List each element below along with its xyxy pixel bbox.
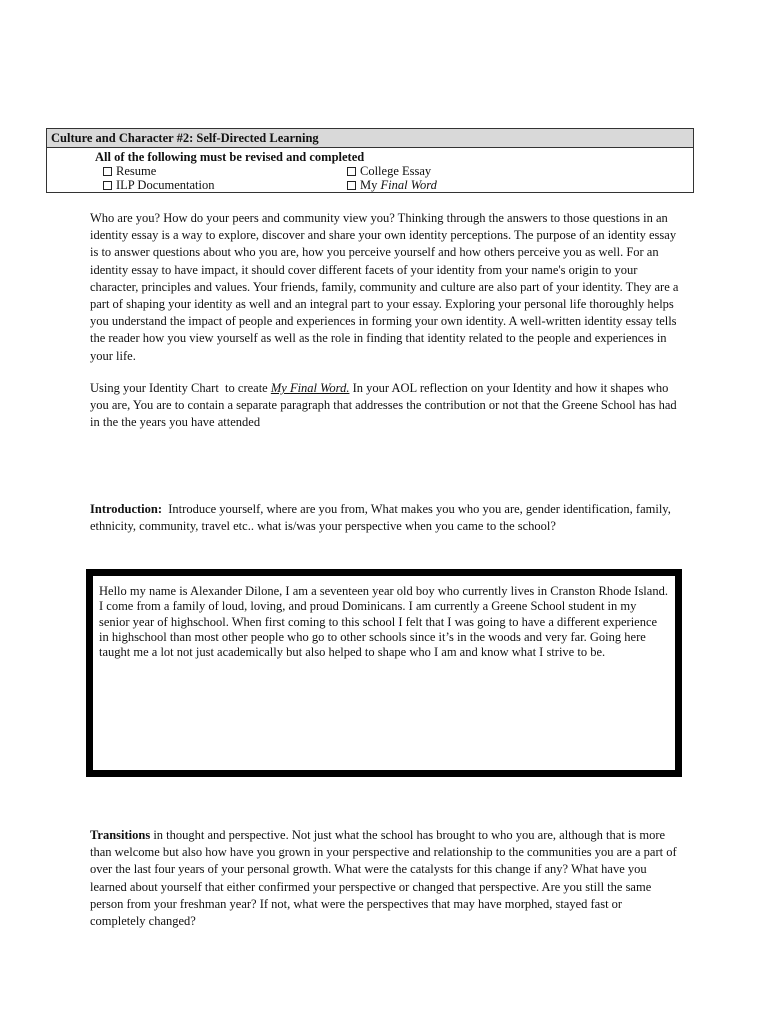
transitions-prompt: Transitions in thought and perspective. Not just what the school has brought to who you are, although that is more than welcome but also how have you grown in your perspective and relationship to the communities you are a part of over the last four years of your personal growth. What were the catalysts for this change if any? What have you learned about yourself that either confirmed your perspective or changed that perspective. Are you still the same person from your freshman year? If not, what were the perspectives that may have morphed, stayed fast or completely changed? — [90, 828, 677, 929]
intro-paragraph: Who are you? How do your peers and community view you? Thinking through the answers to those questions in an identity essay is a way to explore, discover and share your own identity perceptions. The purpose of an identity essay is to answer questions about who you are, how you perceive yourself and how others perceive you as well. For an identity essay to have impact, it should cover different facets of your identity from your name's origin to your character, principles and values. Your friends, family, community and culture are also part of your identity. They are a part of shaping your identity as well and an integral part to your essay. Exploring your personal life thoroughly helps you understand the impact of people and experiences in forming your own identity. A well-written identity essay tells the reader how you view yourself as well as the role in finding that identity related to the people and experiences in your life. — [90, 211, 679, 363]
response-text: Hello my name is Alexander Dilone, I am a seventeen year old boy who currently lives in Cranston Rhode Island. I come from a family of loud, loving, and proud Dominicans. I am currently a Greene School student in my senior year of highschool. When first coming to this school I felt that I was going to have a different experience in highschool than most other people who go to other schools since it’s in the woods and very far. Going here taught me a lot not just academically but also helped to shape who I am and know what I strive to be. — [99, 584, 668, 660]
checklist-item-college-essay[interactable] — [347, 164, 547, 178]
transitions-label: Transitions — [90, 828, 151, 842]
checklist — [47, 164, 693, 192]
checkbox-icon[interactable] — [347, 181, 356, 190]
checklist-heading: All of the following must be revised and completed — [95, 150, 365, 164]
introduction-label: Introduction: — [90, 502, 163, 516]
checkbox-icon[interactable] — [103, 167, 112, 176]
checkbox-icon[interactable] — [103, 181, 112, 190]
checklist-label: My Final Word — [360, 178, 437, 192]
checklist-item-resume[interactable] — [103, 164, 347, 178]
checklist-label: College Essay — [360, 164, 432, 178]
checklist-item-final-word[interactable] — [347, 178, 547, 192]
checklist-item-ilp-documentation[interactable] — [103, 178, 347, 192]
response-text-box[interactable] — [86, 569, 682, 777]
introduction-prompt: Introduction: Introduce yourself, where are you from, What makes you who you are, gender identification, family, ethnicity, community, travel etc.. what is/was your perspective when you came to the school? — [90, 502, 674, 534]
assignment-header-table — [46, 128, 694, 193]
assignment-title: Culture and Character #2: Self-Directed Learning — [47, 129, 693, 148]
final-word-link[interactable]: My Final Word. — [270, 381, 350, 395]
checklist-section — [47, 148, 693, 192]
checklist-label: Resume — [116, 164, 157, 178]
checklist-label: ILP Documentation — [116, 178, 215, 192]
identity-chart-paragraph: Using your Identity Chart to create My Final Word. In your AOL reflection on your Identity and how it shapes who you are, You are to contain a separate paragraph that addresses the contribution or not that the Greene School has had in the the years you have attended — [90, 381, 677, 430]
checkbox-icon[interactable] — [347, 167, 356, 176]
